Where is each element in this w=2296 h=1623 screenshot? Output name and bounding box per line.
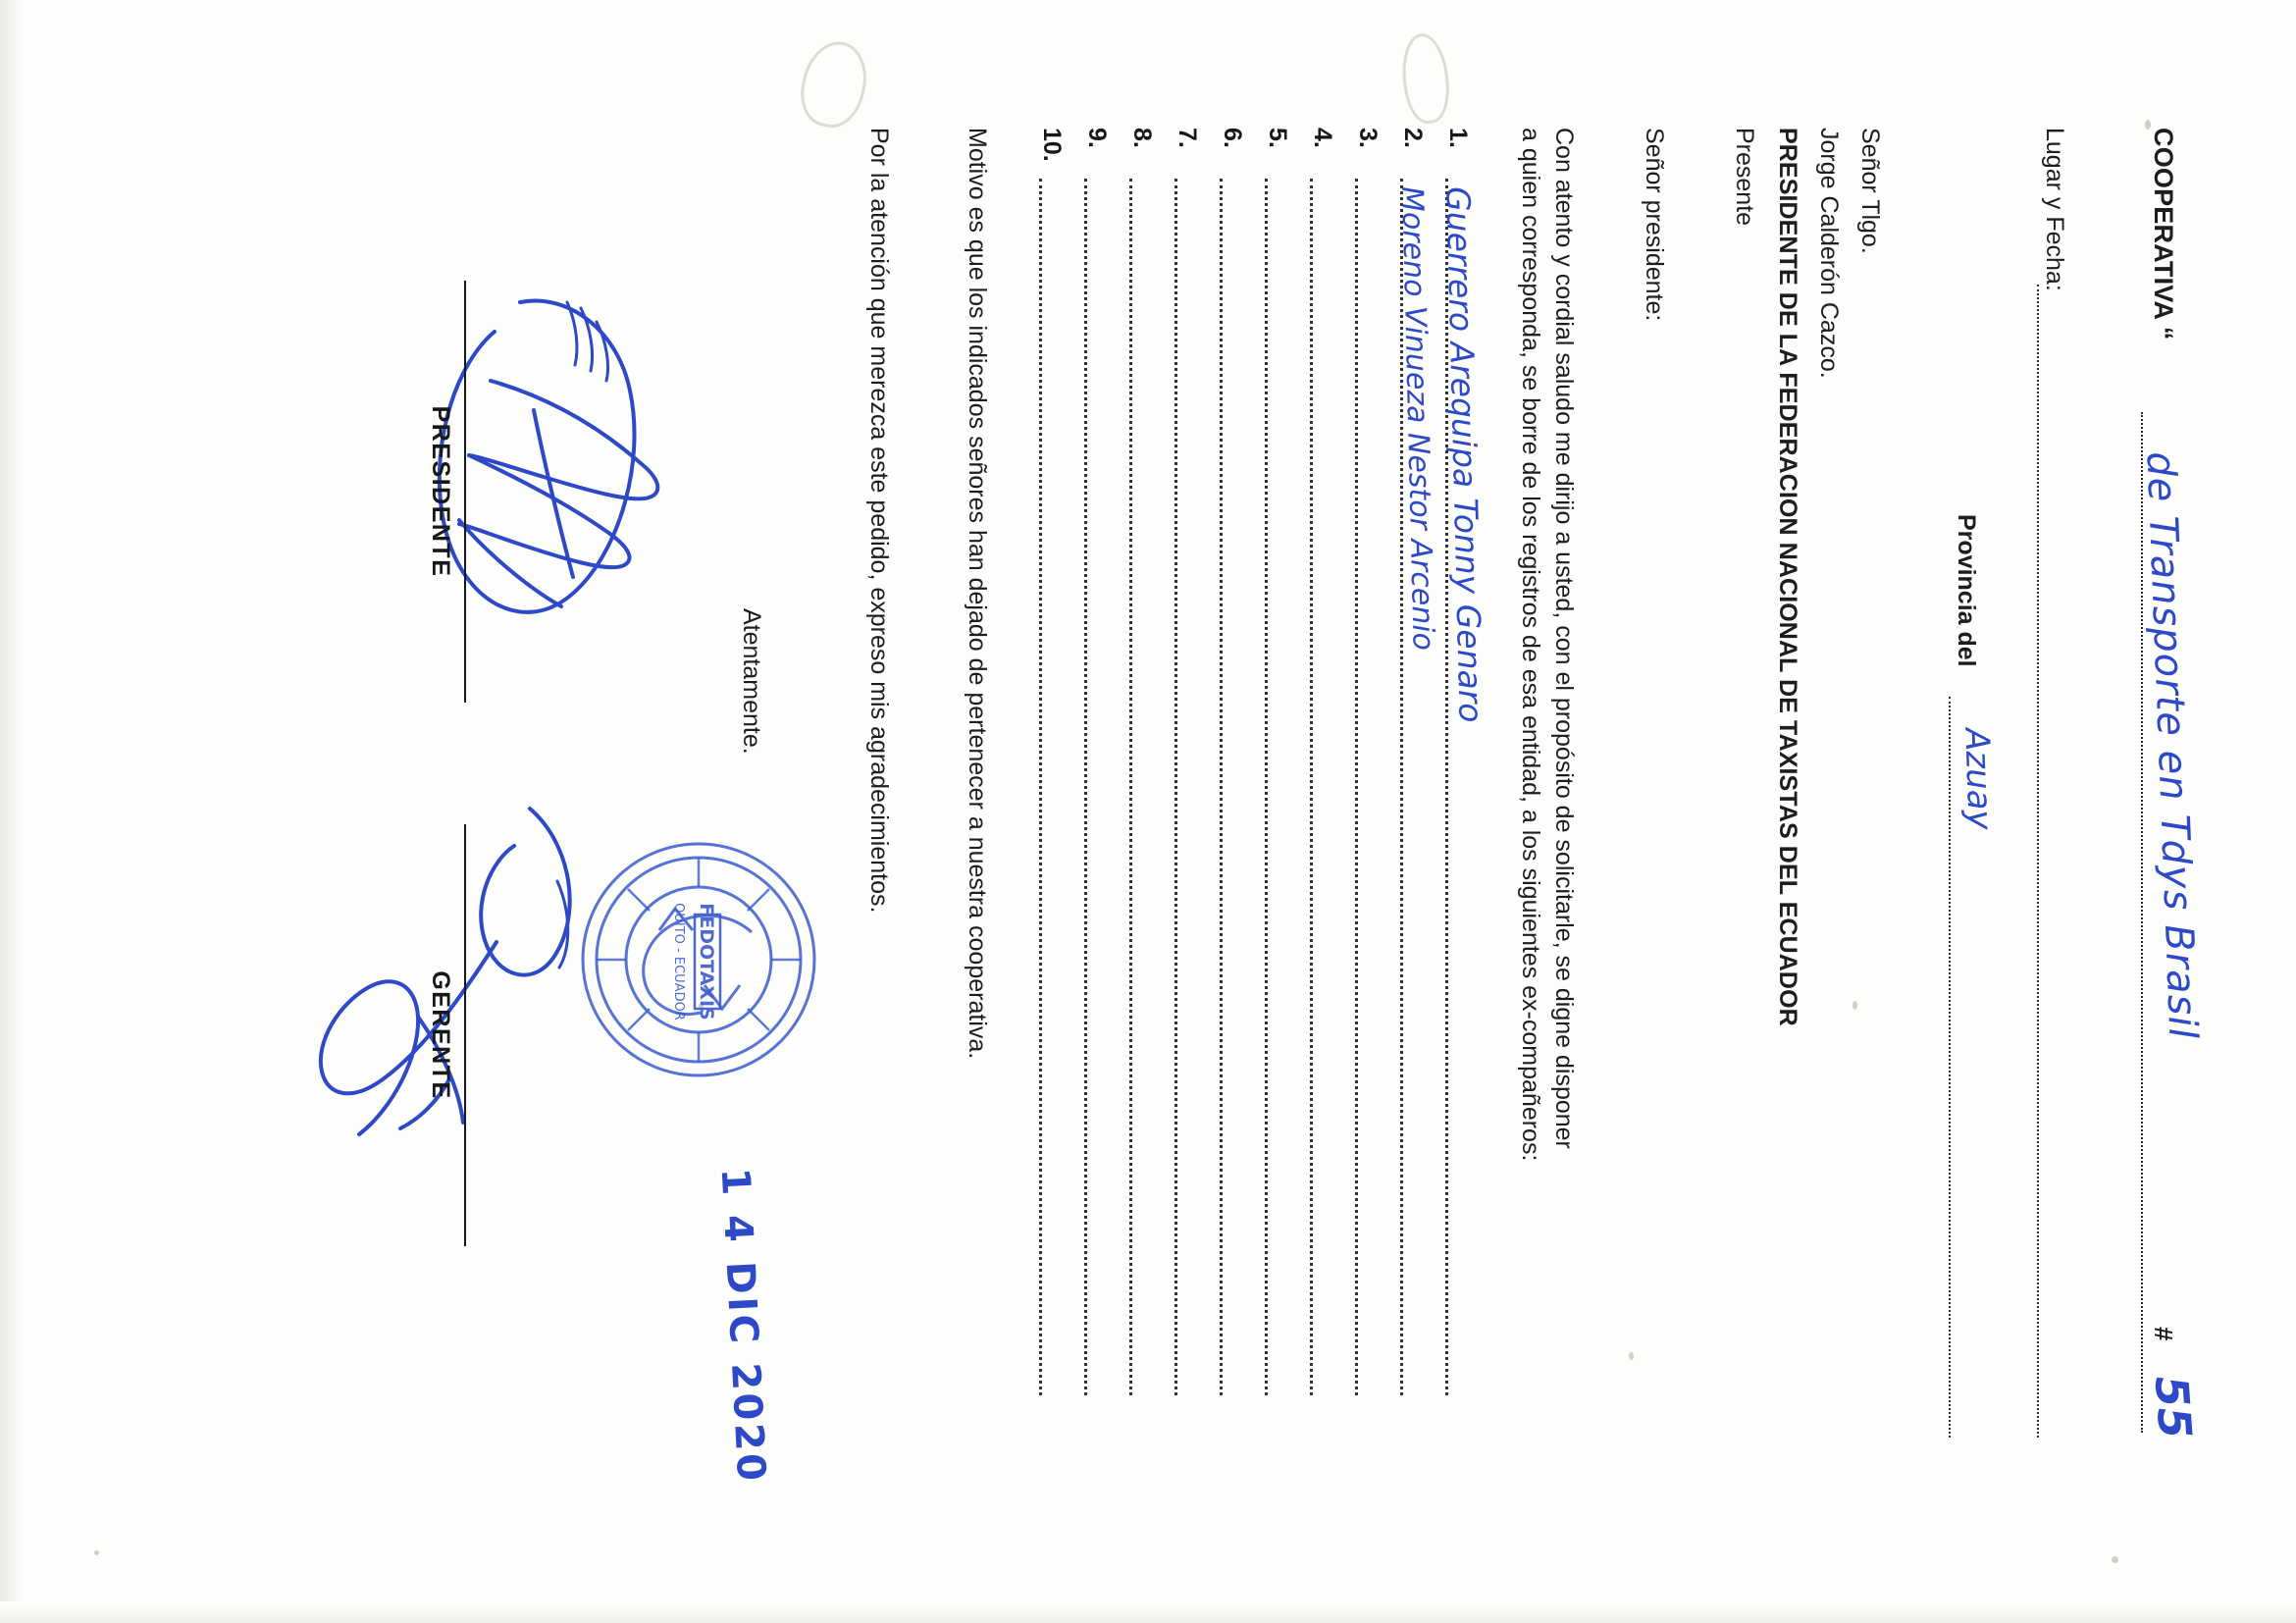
closing-line: Motivo es que los indicados señores han dejado de pertenecer a nuestra cooperativa. — [964, 128, 991, 1060]
list-item-dotted-rule — [1084, 179, 1087, 1395]
list-item — [1160, 128, 1205, 1433]
list-item — [1431, 128, 1490, 1433]
place-date-dotted-rule — [2037, 285, 2039, 1438]
list-item — [1250, 128, 1295, 1433]
list-item — [1024, 128, 1070, 1433]
signature-line — [464, 281, 466, 703]
list-item-number: 8. — [1128, 128, 1156, 148]
thanks-line: Por la atención que merezca este pedido, expreso mis agradecimientos. — [865, 128, 893, 914]
list-item-number: 7. — [1174, 128, 1201, 148]
list-item-number: 5. — [1264, 128, 1291, 148]
salutation: Señor presidente: — [1641, 128, 1668, 322]
province-label: Provincia del — [1953, 514, 1980, 667]
cooperativa-number-handwritten: 55 — [2144, 1374, 2203, 1440]
body-paragraph-line-1: Con atento y cordial saludo me dirijo a usted, con el propósito de solicitarle, se digne disponer — [1550, 128, 1578, 1149]
list-item — [1385, 128, 1440, 1433]
stamp-line-2: QUITO - ECUADOR — [671, 903, 686, 1021]
list-item-dotted-rule — [1129, 179, 1132, 1395]
addressee-line-2: Jorge Calderón Cazco. — [1815, 128, 1843, 379]
list-item-dotted-rule — [1265, 179, 1268, 1395]
list-item-number: 10. — [1038, 128, 1066, 162]
fedotaxis-stamp — [551, 812, 846, 1107]
cooperativa-number-label: # — [2149, 1327, 2178, 1341]
list-item — [1340, 128, 1385, 1433]
cooperativa-label: COOPERATIVA “ — [2149, 128, 2178, 340]
stamp-line-1: FEDOTAXIS — [696, 903, 717, 1021]
list-item-dotted-rule — [1355, 179, 1358, 1395]
list-item — [1295, 128, 1340, 1433]
cooperativa-handwritten-name: de Transporte en Tdys Brasil — [2137, 450, 2206, 1041]
names-list — [1024, 128, 1490, 1433]
list-item-dotted-rule — [1174, 179, 1177, 1395]
sign-off: Atentamente. — [738, 608, 765, 755]
place-date-label: Lugar y Fecha: — [2041, 128, 2068, 291]
signature-role-label: GERENTE — [427, 970, 454, 1100]
signature-block-gerente — [426, 824, 466, 1246]
list-item-number: 2. — [1399, 128, 1427, 148]
addressee-line-3: PRESIDENTE DE LA FEDERACION NACIONAL DE TAXISTAS DEL ECUADOR — [1774, 128, 1801, 1026]
list-item-number: 3. — [1354, 128, 1382, 148]
addressee-line-1: Señor Tlgo. — [1856, 128, 1884, 254]
signature-block-president — [426, 281, 466, 703]
province-dotted-rule — [1949, 697, 1951, 1438]
list-item-dotted-rule — [1039, 179, 1042, 1395]
list-item-number: 4. — [1309, 128, 1336, 148]
list-item — [1205, 128, 1250, 1433]
list-item — [1070, 128, 1115, 1433]
signature-role-label: PRESIDENTE — [427, 405, 454, 578]
list-item-handwritten-name: Moreno Vinueza Nestor Arcenio — [1394, 185, 1440, 652]
list-item-number: 1. — [1444, 128, 1472, 148]
list-item-dotted-rule — [1220, 179, 1223, 1395]
list-item — [1115, 128, 1160, 1433]
addressee-line-4: Presente — [1731, 128, 1758, 227]
stamp-date-text: 1 4 DIC 2020 — [711, 1167, 774, 1486]
signature-line — [464, 824, 466, 1246]
list-item-number: 6. — [1219, 128, 1246, 148]
body-paragraph-line-2: a quien corresponda, se borre de los registros de esa entidad, a los siguientes ex-compañeros: — [1517, 128, 1544, 1162]
list-item-dotted-rule — [1310, 179, 1313, 1395]
list-item-number: 9. — [1083, 128, 1111, 148]
province-handwritten-value: Azuay — [1957, 727, 2000, 831]
list-item-handwritten-name: Guerrero Arequipa Tonny Genaro — [1438, 185, 1490, 723]
